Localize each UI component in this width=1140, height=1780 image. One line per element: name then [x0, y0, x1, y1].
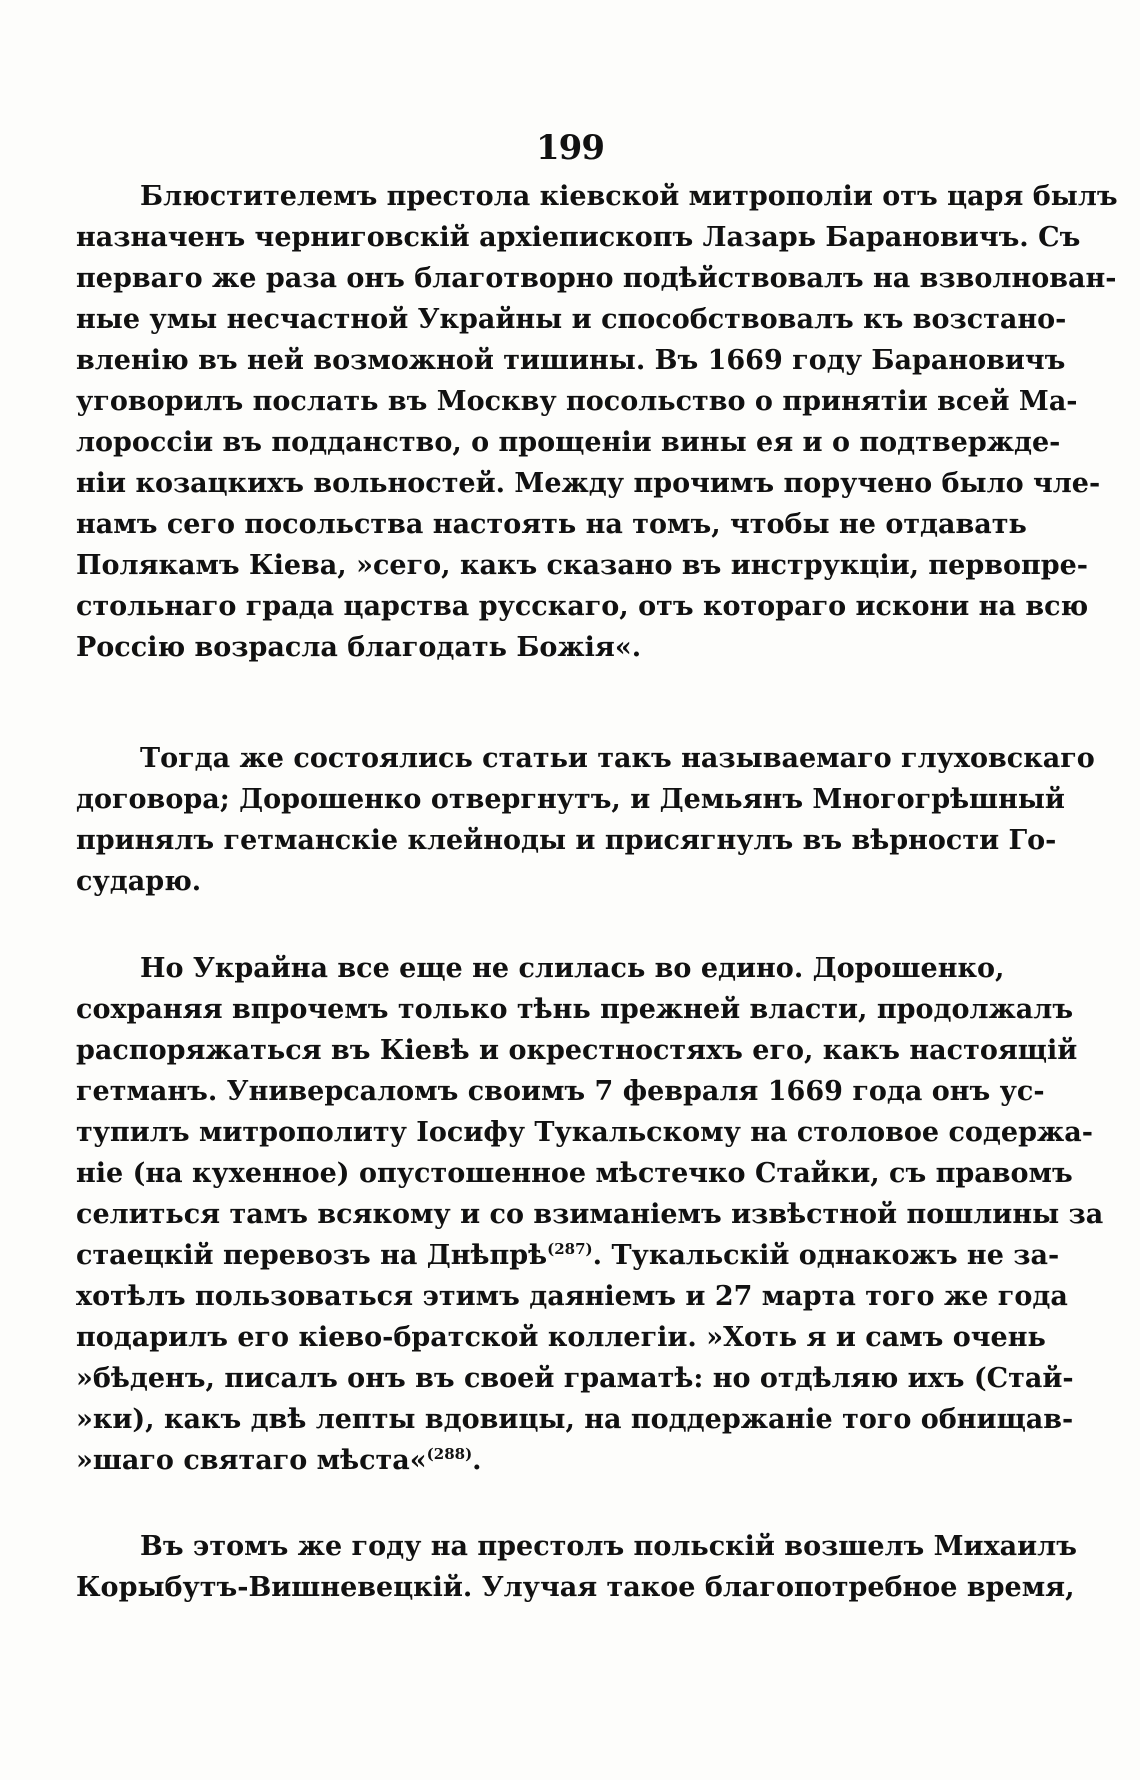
footnote-ref: (287) — [547, 1240, 593, 1258]
page-number: 199 — [536, 128, 604, 168]
text-line: Въ этомъ же году на престолъ польскій возшелъ Михаилъ — [140, 1531, 1077, 1562]
text-line: ные умы несчастной Украйны и способствовалъ къ возстано- — [76, 304, 1067, 335]
text-line: гетманъ. Универсаломъ своимъ 7 февраля 1669 года онъ ус- — [76, 1076, 1045, 1107]
text-line — [76, 1235, 1060, 1276]
text-line: Тогда же состоялись статьи такъ называемаго глуховскаго — [140, 743, 1095, 774]
text-line: уговорилъ послать въ Москву посольство о принятіи всей Ма- — [76, 386, 1078, 417]
text-line: Россію возрасла благодать Божія«. — [76, 632, 642, 663]
text-line: намъ сего посольства настоять на томъ, чтобы не отдавать — [76, 509, 1027, 540]
line-text: . Тукальскій однакожъ не за- — [592, 1240, 1060, 1271]
text-line: распоряжаться въ Кіевѣ и окрестностяхъ его, какъ настоящій — [76, 1035, 1078, 1066]
text-line: принялъ гетманскіе клейноды и присягнулъ въ вѣрности Го- — [76, 825, 1057, 856]
text-line: подарилъ его кіево-братской коллегіи. »Хоть я и самъ очень — [76, 1322, 1046, 1353]
text-line: сударю. — [76, 866, 202, 897]
line-text: стаецкій перевозъ на Днѣпрѣ — [76, 1240, 548, 1271]
text-line: лороссіи въ подданство, о прощеніи вины ея и о подтвержде- — [76, 427, 1061, 458]
text-line: »ки), какъ двѣ лепты вдовицы, на поддержаніе того обнищав- — [76, 1404, 1074, 1435]
paragraph-1 — [76, 176, 1118, 668]
paragraph-2 — [76, 738, 1095, 902]
text-line: »бѣденъ, писалъ онъ въ своей граматѣ: но отдѣляю ихъ (Стай- — [76, 1363, 1074, 1394]
line-text: . — [472, 1445, 482, 1476]
text-line: тупилъ митрополиту Іосифу Тукальскому на столовое содержа- — [76, 1117, 1093, 1148]
text-line: договора; Дорошенко отвергнутъ, и Демьянъ Многогрѣшный — [76, 784, 1065, 815]
text-line: ніе (на кухенное) опустошенное мѣстечко Стайки, съ правомъ — [76, 1158, 1073, 1189]
text-line: перваго же раза онъ благотворно подѣйствовалъ на взволнован- — [76, 263, 1117, 294]
text-line: селиться тамъ всякому и со взиманіемъ извѣстной пошлины за — [76, 1199, 1104, 1230]
text-line: Полякамъ Кіева, »сего, какъ сказано въ инструкціи, первопре- — [76, 550, 1089, 581]
text-line: Корыбутъ-Вишневецкій. Улучая такое благопотребное время, — [76, 1572, 1075, 1603]
text-line: вленію въ ней возможной тишины. Въ 1669 году Барановичъ — [76, 345, 1066, 376]
footnote-ref: (288) — [426, 1445, 473, 1463]
text-line: хотѣлъ пользоваться этимъ даяніемъ и 27 марта того же года — [76, 1281, 1068, 1312]
text-line — [76, 1440, 996, 1481]
text-line: стольнаго града царства русскаго, отъ котораго искони на всю — [76, 591, 1089, 622]
paragraph-4 — [76, 1526, 1077, 1608]
text-line: Но Украйна все еще не слилась во едино. Дорошенко, — [140, 953, 1005, 984]
text-line: ніи козацкихъ вольностей. Между прочимъ поручено было чле- — [76, 468, 1101, 499]
paragraph-3 — [76, 948, 1104, 1481]
text-line: назначенъ черниговскій архіепископъ Лазарь Барановичъ. Съ — [76, 222, 1081, 253]
line-text: »шаго святаго мѣста« — [76, 1445, 427, 1476]
text-line: Блюстителемъ престола кіевской митрополіи отъ царя былъ — [140, 181, 1118, 212]
text-line: сохраняя впрочемъ только тѣнь прежней власти, продолжалъ — [76, 994, 1074, 1025]
